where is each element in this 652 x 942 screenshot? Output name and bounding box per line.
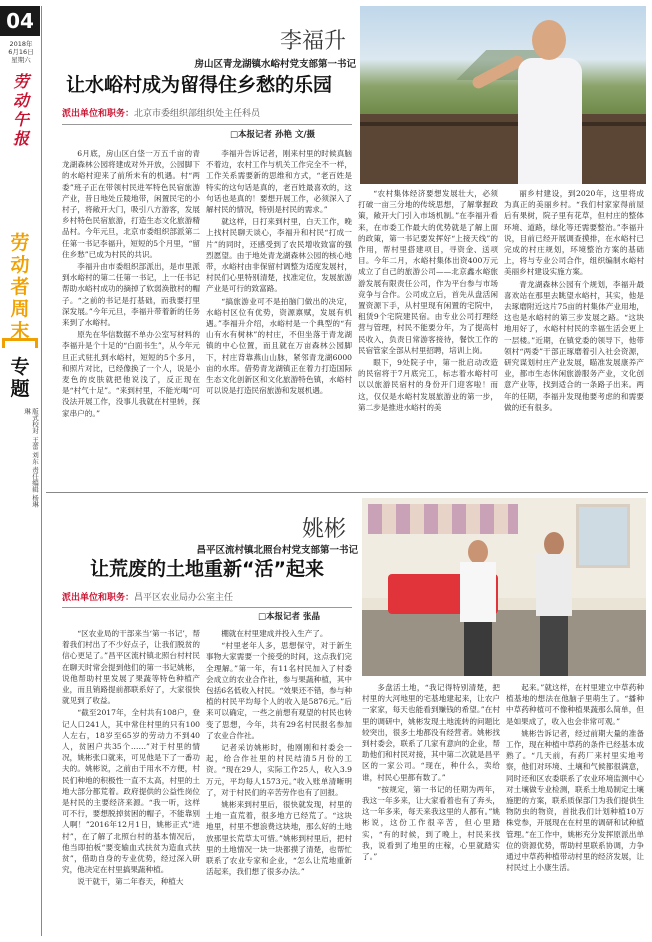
unit-label: 派出单位和职务： (62, 593, 135, 603)
paragraph: 眼下，9处院子中，第一批启动改造的民宿将于7月底完工，标志着水峪村可以以旅游民宿村的身份开门迎客啦！而这，仅仅是水峪村发展旅游业的第一步，第二步是推进水峪村的美 (358, 358, 498, 412)
person-head (544, 532, 564, 556)
person-body (460, 562, 496, 622)
article2-role: 昌平区流村镇北照台村党支部第一书记 (196, 545, 358, 556)
paragraph: 就这样，日打来到村里，白天工作，晚上找村民聊天谈心，李福升和村民“打成一片”的同时，还感受到了农民增收致富的强烈愿望。由于地处青龙湖森林公园的核心地带，水峪村由非保留村调整为适度发展村，村民们心里特别清楚，找准定位，发展旅游产业是可行的致富路。 (206, 217, 352, 294)
railing-shape (360, 114, 646, 184)
newspaper-masthead: 劳动午报 (12, 72, 29, 148)
section-bracket-decoration (2, 338, 38, 348)
article2-column-2 (206, 628, 352, 936)
paragraph: “搞旅游业可不是拍脑门做出的决定，水峪村区位有优势，资源禀赋，发展有机遇。”李福升介绍，水峪村是一个典型的“有山有水有树林”的村庄，不但坐落于青龙湖镇的中心位置，而且就在万亩森林公园脚下，村庄背靠燕山山脉，紧邻青龙湖6000亩的水库。借势青龙湖镇正在着力打造国际生态文化创新区和文化旅游特色镇，水峪村可以说是打造民宿旅游和发展机遇。 (206, 296, 352, 396)
person-figure (458, 540, 498, 676)
person-figure (510, 20, 590, 184)
article1-person-name: 李福升 (280, 29, 347, 54)
article2-photo (362, 498, 646, 676)
paragraph: 说干就干，第二年春天，种植大 (77, 877, 184, 887)
sidebar-divider (41, 6, 42, 936)
paragraph: 青龙湖森林公园有个规划，李福升最喜欢站在那里去眺望水峪村，其实，他是去琢磨附近这片75亩的村集体产业用地，这也是水峪村的第三步发展之路。“这块地用好了，水峪村村民的幸福生活会更上一层楼。”近期，在镇党委的领导下，他带领村“两委”干部正琢磨着引入社会资源，研究谋划村庄产业发展，瞄准发展康养产业，都市生态休闲旅游服务产业，文化创意产业等，找到适合的一条路子出来。两年的任期，李福升发现他要考虑的和需要做的还有很多。 (504, 279, 644, 412)
unit-value: 北京市委组织部组织处主任科员 (134, 109, 261, 119)
person-body (536, 554, 572, 616)
unit-label: 派出单位和职务： (62, 109, 135, 119)
article2-rule (62, 607, 352, 608)
paragraph: 6月底，房山区白垡一万五千亩的青龙湖森林公园将建成对外开放，公园脚下的水峪村迎来了前所未有的机遇。村“两委”班子正在带领村民进军特色民宿旅游产业，昔日地处丘陵地带，闲置民宅的小村子，将敞开大门，吸引八方游客，发展乡村特色民宿旅游，打造生态文化旅游精品村。今年元旦，北京市委组织部派第二任第一书记李福升，短短的5个月里，“留住乡愁”已成为村民的共识。 (62, 149, 200, 259)
issue-date (2, 40, 40, 64)
editor-credits: 版式校对 王蕾 刘东 责任编辑 杨琳琳 (23, 408, 39, 508)
article1-rule (62, 124, 352, 125)
article1-reporter: □本报记者 孙艳 文/摄 (230, 130, 316, 140)
person-legs (464, 622, 492, 676)
article2-column-3 (362, 682, 500, 936)
paragraph: “村里老年人多，思想保守，对于新生事物大家需要一个接受的时间，这点我们完全理解。”第一年，有11名村民加入了村委会成立的农业合作社，参与果蔬种植，其中包括6名低收入村民。“效果还不错，参与种植的村民平均每个人的收入是5876元。”后来可以确定，一些之前想有观望的村民也转变了思想，今年，共有29名村民报名参加了农业合作社。 (206, 641, 352, 740)
article-divider (46, 492, 648, 493)
paragraph: 李福升告诉记者，刚来村里的时候真脑不着边，农村工作与机关工作完全不一样，工作关系需要新的思维和方式，“老百姓是特实的这句话是真的，老百姓最喜欢的，这句话也是真的！要想开展工作，必须深入了解村民的情况，特别是村民的需求。” (206, 149, 352, 215)
person-head (468, 540, 488, 564)
article2-column-4 (506, 682, 644, 936)
paragraph: 姚彬告诉记者，经过前期大量的准备工作，现在种植中草药的条件已经基本成熟了。“几天前，有药厂来村里实地考察，他们对环境、土壤和气候都很满意，同时还和区农委联系了农业环境监测中心对土壤做专业检测，联系土地局制定土壤施肥的方案，联系质保部门为我们提供生物防虫的物资，首批我们计划种植10万株党参，开展现在在村里的调研和试种植管理。”在工作中，姚彬充分发挥原派出单位的资源优势，帮助村里联系协调，力争通过中草药种植带动村里的经济发展，让村民过上小康生活。 (506, 728, 644, 873)
article1-column-3 (358, 188, 498, 486)
paragraph: “农村集体经济要想发展壮大，必须打破一亩三分地的传统思想，了解掌握政策，敞开大门引入市场机制。”在李福升看来，在市委工作最大的优势就是了解上面的政策，第一书记要发挥好“上接天线”的作用，帮村里搭建项目，寻资金、送项目。今年二月，水峪村集体出资400万元成立了自己的旅游公司——北京鑫水峪旅游发展有限责任公司，作为平台参与市场竞争与合作。公司成立后，首先从盘活闲置资源下手，从村里现有闲置的宅院中，租赁9个宅院建民宿。由专业公司打理经营与管理，村民不能要分年，为了提高村民收入，负责日常游客接待，餐饮工作的民宿管家全部从村里招聘，培训上岗。 (358, 189, 498, 355)
paragraph: 丽乡村建设，到2020年，这里将成为真正的美丽乡村。“我们村家家得前屋后有果树，院子里有花草，但村庄的整体环境、道路，绿化等还需要整治。”李福升说，目前已经开展调查摸排，在水峪村已完成的村庄规划，环境整治方案的基础上，将与专业公司合作，组织编制水峪村美丽乡村建设实施方案。 (504, 189, 644, 277)
section-subtitle: 专题 (10, 356, 30, 400)
date-weekday: 星期六 (11, 56, 31, 64)
paragraph: 姚彬来到村里后，很快就发现，村里的土地一直荒着，很多地方已经荒了。“这块地里，村里不想浪费这块地，那么好的土地放那里长荒草太可惜。”姚彬到村里后，把村里的土地情况一块一块都摸了清楚，也帮忙联系了农业专家和企业，“怎么让荒地重新活起来，我们想了很多办法。” (206, 800, 352, 877)
paragraph: “按规定，第一书记的任期为两年，我这一年多来，让大家看着也有了奔头，这一年多来，每天来我这里的人都有。”姚彬说，这份工作很辛苦，但心里踏实，“有的时候，到了晚上，村民来找我，说看到了地里的庄稼，心里就踏实了。” (362, 784, 500, 862)
floor-shape (362, 610, 646, 676)
article1-column-4 (504, 188, 644, 486)
paragraph: “截至2017年，全村共有108户，登记人口241人，其中常住村里的只有100人左右，18岁至65岁的劳动力不到40人，贫困户共35个……”对于村里的情况，姚彬张口就来，可见他是下了一番功夫的。姚彬说，之前由于用水不方便，村民们种地的积极性一直不太高，村里的土地大部分都荒着。政府提供的公益性岗位是村民的主要经济来源。“我一听，这样可不行，要想脱掉贫困的帽子，不能靠别人啊！”2016年12月1日，姚彬正式“进村”，在了解了北照台村的基本情况后，他当即拍板“要变输血式扶贫为造血式扶贫”，借助自身的专业优势，经过深入研究，他决定在村里搞果蔬种植。 (62, 708, 200, 875)
paragraph: 原先在华信数据不单办公室写材料的李福升是个十足的“白面书生”，从今年元旦正式驻扎到水峪村，短短的5个多月，和照片对比，已经像换了一个人，说是小麦色的皮肤就把他说浅了，反正现在是“村气十足”。“来到村里，不能光喝“可没法开展工作，没事儿我就在村里转，探家串户的。” (62, 330, 200, 418)
paragraph: “区农业局的干部来当‘第一书记’，帮着我们村出了不少好点子，让我们脱贫的信心更足了。”昌平区流村镇北照台村村民在聊天时常会提到他们的第一书记姚彬，说他帮助村里发展了果蔬等特色种植产业，而且销路提前都联系好了，大家很快就见到了收益。 (62, 629, 200, 706)
article1-unit-bar (62, 106, 362, 123)
page-number: 04 (0, 6, 40, 36)
paragraph: 起来。”就这样，在村里建立中草药种植基地的想法在他脑子里萌生了。“播种中草药种植可不像种植果蔬那么简单，但是如果成了，收入也会非常可观。” (506, 683, 644, 726)
date-year: 2018年 (9, 40, 33, 48)
section-name: 劳动者周末 (10, 232, 30, 342)
paragraph: 记者采访姚彬时，他刚刚和村委会一起，给合作社里的村民结清5月份的工资。“现在29人，实际工作25人，收入3.9万元，平均每人1573元。”收入账单清晰明了，对于村民们的辛苦劳作也有了回报。 (206, 743, 352, 797)
person-body (518, 58, 582, 184)
paragraph: 李福升由市委组织部派出，是市里派到水峪村的第二任第一书记，上一任书记帮助水峪村成功的摘掉了软弱涣散村的帽子。“之前的书记是打基础，而我要打里深发展。”今年元旦，李福升带着新的任务来到了水峪村。 (62, 262, 200, 328)
person-legs (540, 616, 568, 676)
window-shape (576, 504, 630, 568)
person-head (532, 20, 566, 60)
article2-column-1 (62, 628, 200, 936)
article2-person-name: 姚彬 (302, 517, 347, 542)
article1-role: 房山区青龙湖镇水峪村党支部第一书记 (194, 59, 356, 70)
article2-reporter: □本报记者 张晶 (258, 612, 320, 622)
article1-photo (360, 6, 646, 184)
paragraph: 棚就在村里建成并投入生产了。 (221, 629, 328, 638)
article2-unit-bar (62, 590, 362, 607)
paragraph: 多盘活土地，“我记得特别清楚，把村里的大河地里的宅基地建起来，让农户一家家，每天也能看到赚钱的希望。”在村里的调研中，姚彬发现土地流转的问题比较突出，很多土地都没有经营者。姚彬找到村委会，联系了几家有意向的企业，帮助他们和村民对接，其中第二次就是昌平区的一家公司。“现在，种什么，卖给谁，村民心里都有数了。” (362, 683, 500, 782)
article1-headline: 让水峪村成为留得住乡愁的乐园 (66, 74, 333, 96)
article1-column-2 (206, 148, 352, 486)
article2-headline: 让荒废的土地重新“活”起来 (90, 558, 324, 580)
person-figure (534, 532, 574, 676)
page-sidebar (0, 0, 40, 942)
date-day: 6月16日 (8, 48, 34, 56)
wall-poster (368, 504, 518, 534)
article1-column-1 (62, 148, 200, 486)
unit-value: 昌平区农业局办公室主任 (134, 593, 234, 603)
